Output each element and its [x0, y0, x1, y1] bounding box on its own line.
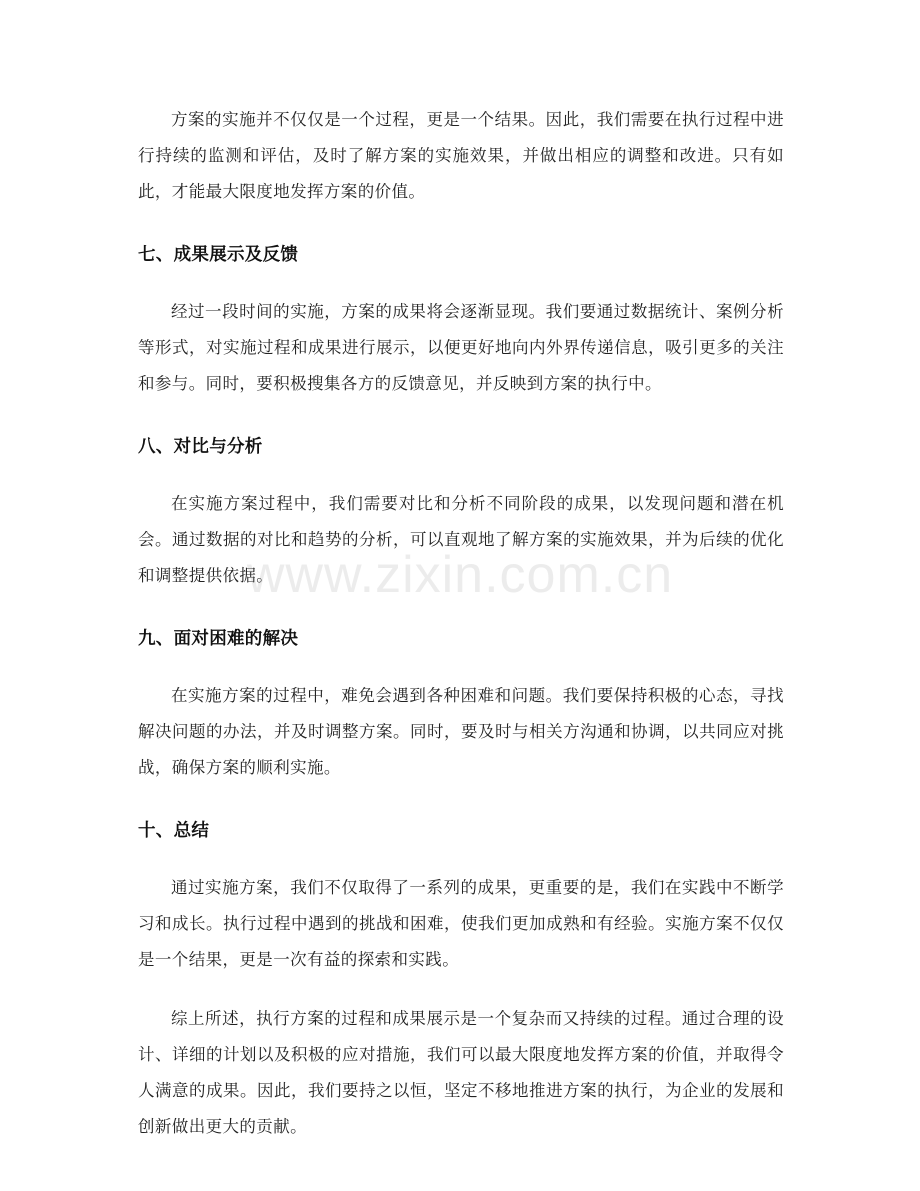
section-8-paragraph: 在实施方案过程中，我们需要对比和分析不同阶段的成果，以发现问题和潜在机会。通过数据的对比和趋势的分析，可以直观地了解方案的实施效果，并为后续的优化和调整提供依据。 [138, 494, 784, 585]
document-body [138, 102, 784, 1145]
section-10-paragraph-1: 通过实施方案，我们不仅取得了一系列的成果，更重要的是，我们在实践中不断学习和成长。执行过程中遇到的挑战和困难，使我们更加成熟和有经验。实施方案不仅仅是一个结果，更是一次有益的探索和实践。 [138, 878, 784, 969]
site-watermark: www.zixin.com.cn [246, 546, 674, 604]
intro-paragraph: 方案的实施并不仅仅是一个过程，更是一个结果。因此，我们需要在执行过程中进行持续的监测和评估，及时了解方案的实施效果，并做出相应的调整和改进。只有如此，才能最大限度地发挥方案的价值。 [138, 110, 784, 201]
section-8-heading: 八、对比与分析 [138, 437, 263, 457]
section-9-heading: 九、面对困难的解决 [138, 629, 299, 649]
section-10-heading: 十、总结 [138, 821, 210, 841]
section-7-paragraph: 经过一段时间的实施，方案的成果将会逐渐显现。我们要通过数据统计、案例分析等形式，对实施过程和成果进行展示，以便更好地向内外界传递信息，吸引更多的关注和参与。同时，要积极搜集各方的反馈意见，并反映到方案的执行中。 [138, 302, 784, 393]
section-7-heading: 七、成果展示及反馈 [138, 245, 299, 265]
section-10-paragraph-2: 综上所述，执行方案的过程和成果展示是一个复杂而又持续的过程。通过合理的设计、详细的计划以及积极的应对措施，我们可以最大限度地发挥方案的价值，并取得令人满意的成果。因此，我们要持之以恒，坚定不移地推进方案的执行，为企业的发展和创新做出更大的贡献。 [138, 1009, 784, 1136]
section-9-paragraph: 在实施方案的过程中，难免会遇到各种困难和问题。我们要保持积极的心态，寻找解决问题的办法，并及时调整方案。同时，要及时与相关方沟通和协调，以共同应对挑战，确保方案的顺利实施。 [138, 686, 784, 777]
